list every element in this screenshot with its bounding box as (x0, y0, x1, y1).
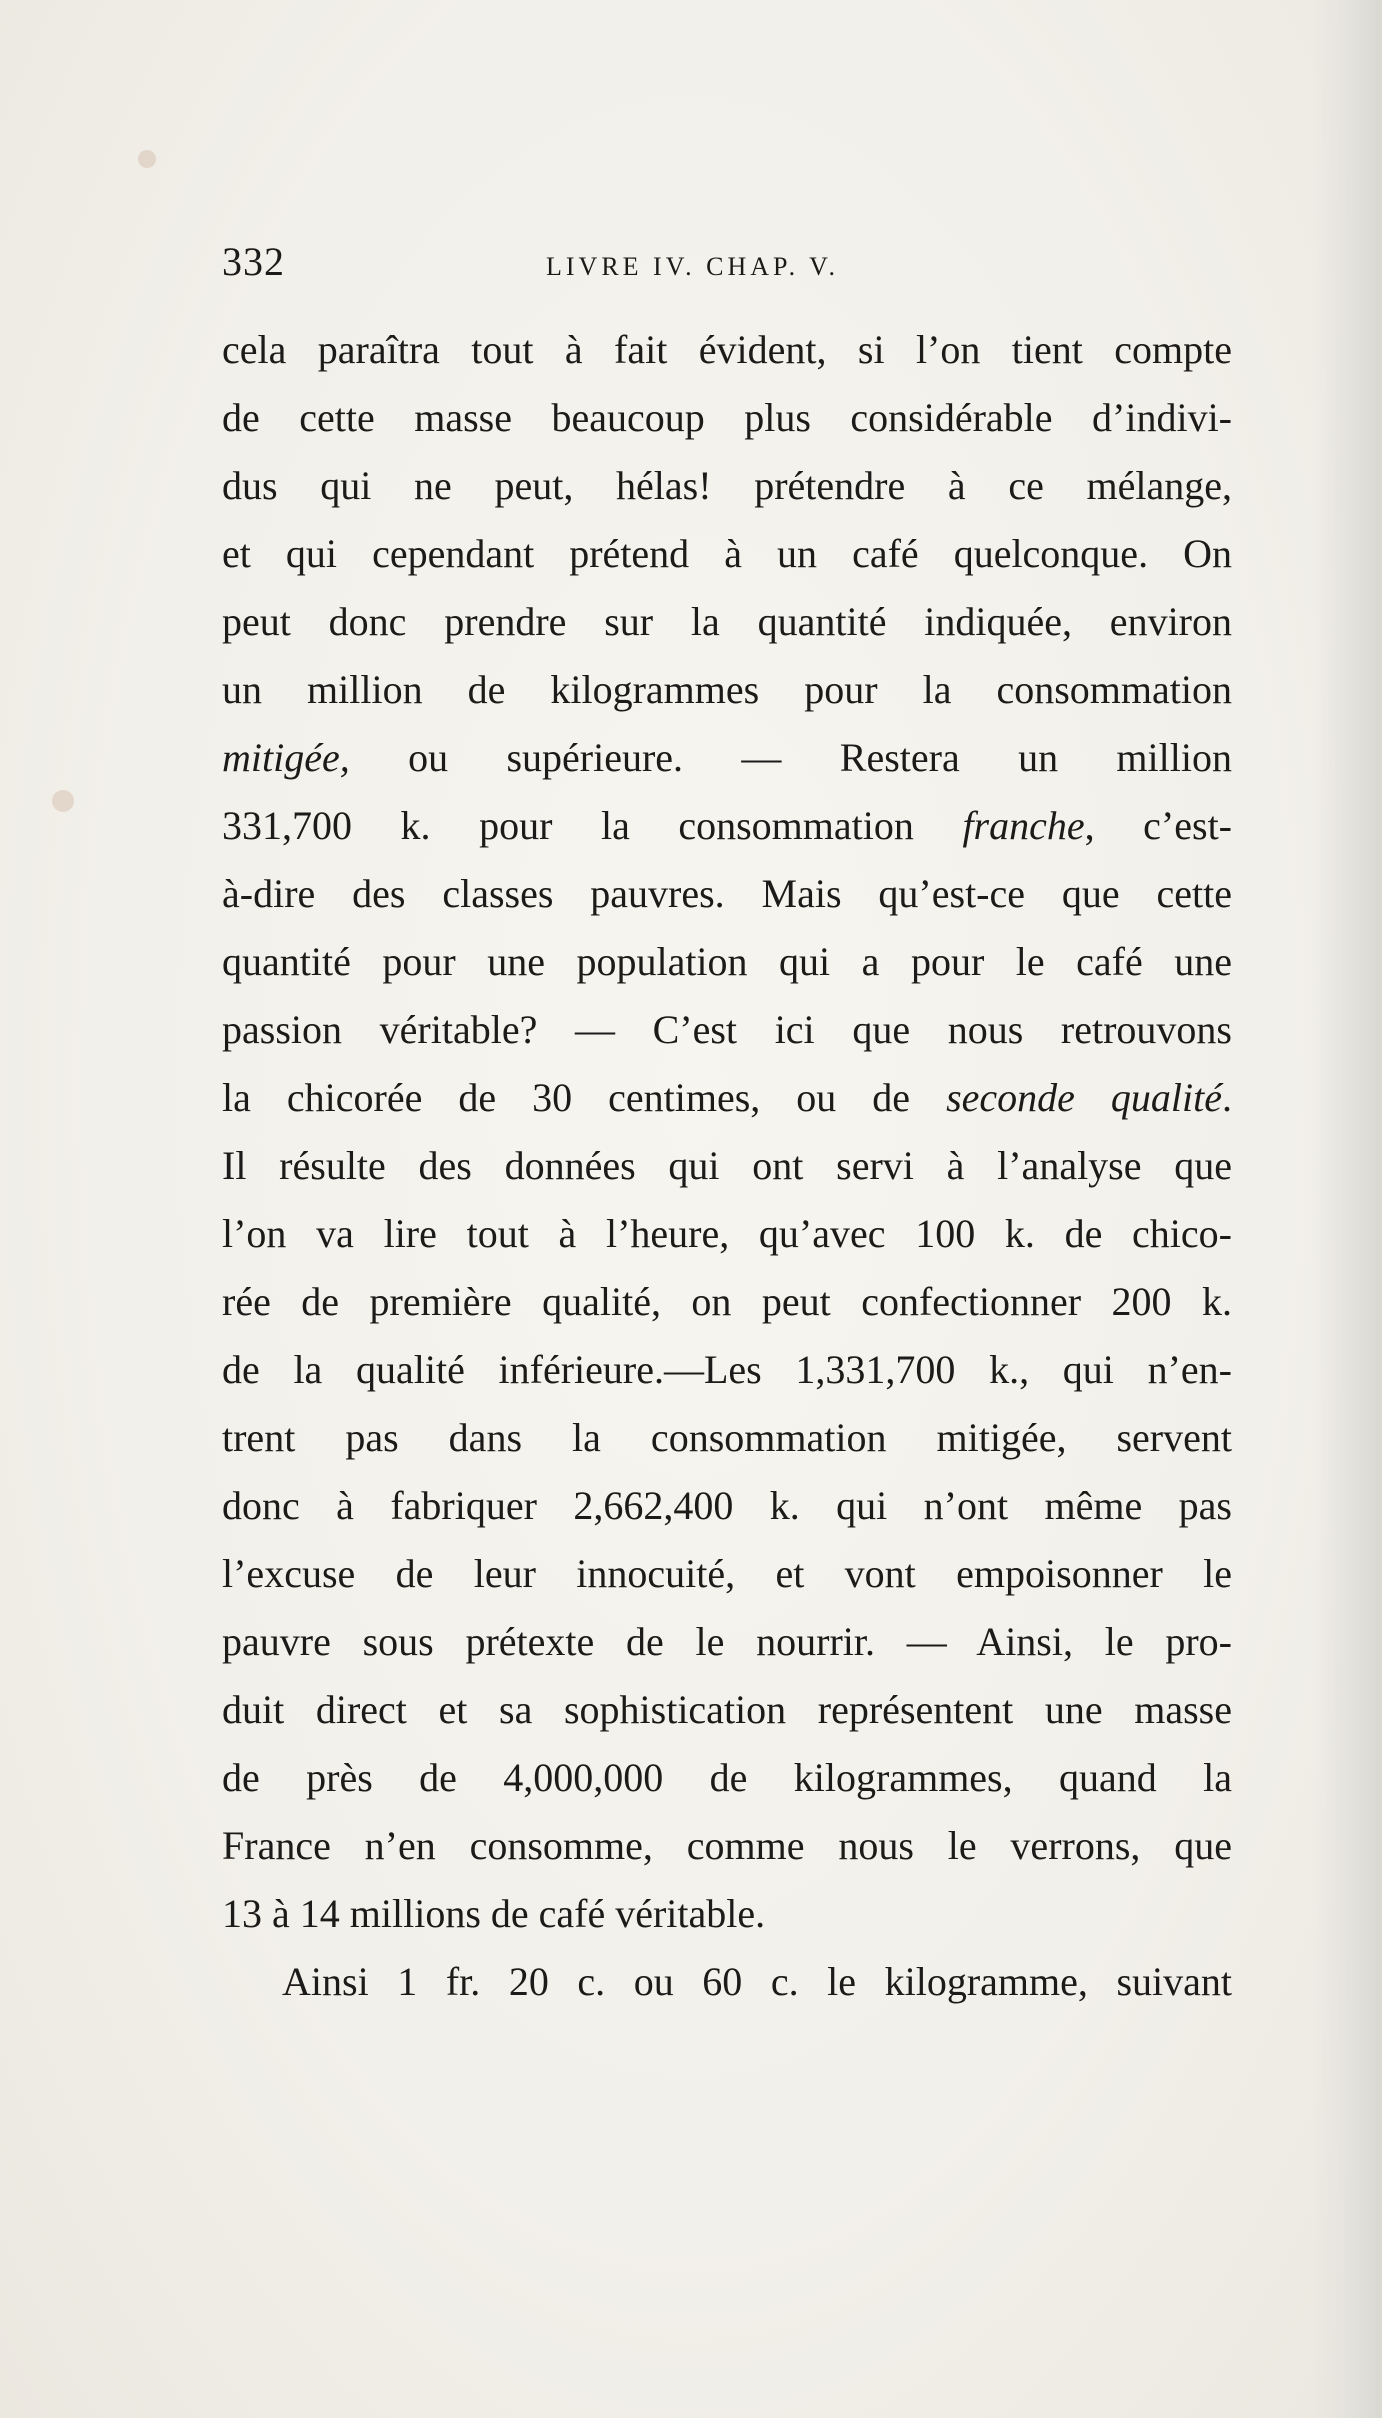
paper-speck (52, 790, 74, 812)
text-line: et qui cependant prétend à un café quelconque. On (222, 531, 1232, 576)
page-number: 332 (222, 239, 285, 284)
text-line: Ainsi 1 fr. 20 c. ou 60 c. le kilogramme, suivant (282, 1959, 1232, 2004)
text-line: un million de kilogrammes pour la consommation (222, 667, 1232, 712)
text-line (222, 1064, 1232, 1132)
text-line: l’excuse de leur innocuité, et vont empoisonner le (222, 1551, 1232, 1596)
text-line: passion véritable? — C’est ici que nous retrouvons (222, 1007, 1232, 1052)
chapter-title: LIVRE IV. CHAP. V. (546, 252, 840, 281)
italic-term: franche (962, 803, 1085, 848)
text-run: . (1222, 1075, 1232, 1120)
italic-term: seconde qualité (946, 1075, 1222, 1120)
text-line: quantité pour une population qui a pour le café une (222, 939, 1232, 984)
text-line: Il résulte des données qui ont servi à l’analyse que (222, 1143, 1232, 1188)
text-line (222, 724, 1232, 792)
text-run: la chicorée de 30 centimes, ou de (222, 1075, 947, 1120)
text-line: pauvre sous prétexte de le nourrir. — Ainsi, le pro- (222, 1619, 1232, 1664)
text-line: peut donc prendre sur la quantité indiquée, environ (222, 599, 1232, 644)
body-text (222, 316, 1232, 2016)
text-line: trent pas dans la consommation mitigée, servent (222, 1415, 1232, 1460)
text-line: l’on va lire tout à l’heure, qu’avec 100 k. de chico- (222, 1211, 1232, 1256)
text-line: duit direct et sa sophistication représentent une masse (222, 1687, 1232, 1732)
text-line: de la qualité inférieure.—Les 1,331,700 k., qui n’en- (222, 1347, 1232, 1392)
text-line: de cette masse beaucoup plus considérable d’indivi- (222, 395, 1232, 440)
text-line: donc à fabriquer 2,662,400 k. qui n’ont même pas (222, 1483, 1232, 1528)
text-line: 13 à 14 millions de café véritable. (222, 1891, 766, 1936)
text-run: ou supérieure. — Restera un million (349, 735, 1232, 780)
text-line: de près de 4,000,000 de kilogrammes, quand la (222, 1755, 1232, 1800)
text-line: dus qui ne peut, hélas! prétendre à ce mélange, (222, 463, 1232, 508)
paper-speck (138, 150, 156, 168)
text-line: France n’en consomme, comme nous le verrons, que (222, 1823, 1232, 1868)
page-edge-shadow (1312, 0, 1382, 2418)
text-line (222, 792, 1232, 860)
text-run: , c’est- (1084, 803, 1232, 848)
text-line: cela paraîtra tout à fait évident, si l’on tient compte (222, 327, 1232, 372)
text-line: rée de première qualité, on peut confectionner 200 k. (222, 1279, 1232, 1324)
text-run: 331,700 k. pour la consommation (222, 803, 963, 848)
running-head (222, 238, 1232, 298)
italic-term: mitigée, (222, 735, 350, 780)
text-line: à-dire des classes pauvres. Mais qu’est-ce que cette (222, 871, 1232, 916)
